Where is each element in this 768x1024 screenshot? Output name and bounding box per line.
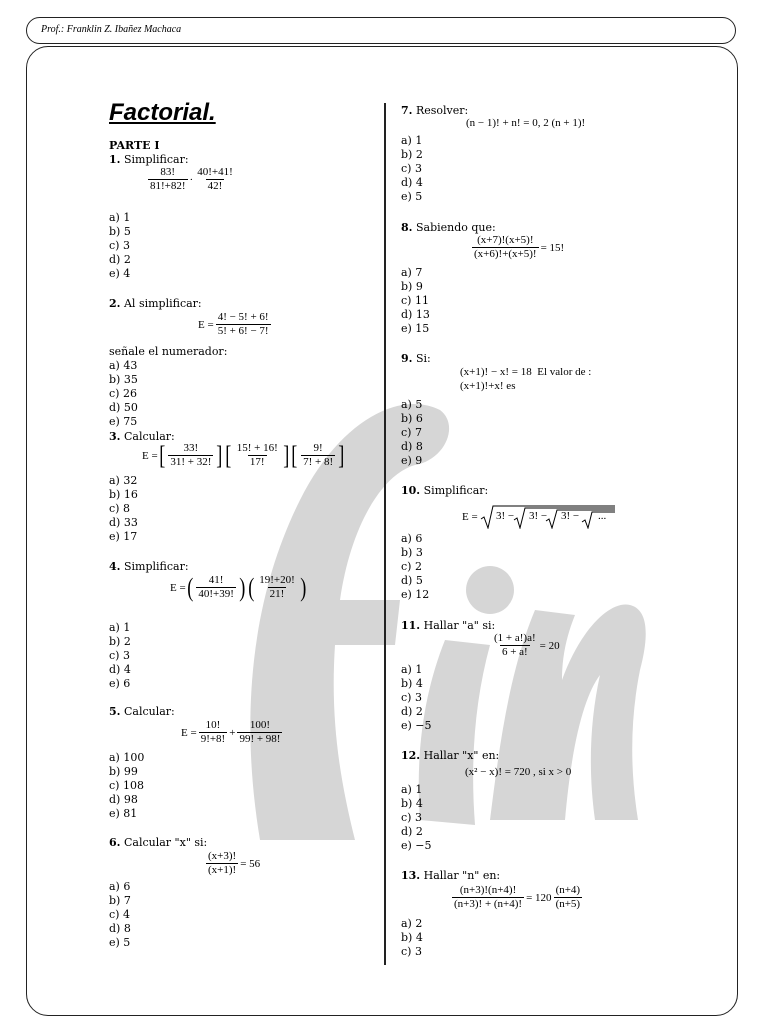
q11-options: a) 1 b) 4 c) 3 d) 2 e) −5 [401, 663, 432, 732]
question-4: 4. Simplificar: [109, 560, 189, 573]
q6-formula: $\frac{(x+3)!}{(x+1)!}$ = 56 [208, 850, 261, 876]
question-12: 12. Hallar "x" en: [401, 749, 500, 762]
question-7: 7. Resolver: [401, 104, 469, 117]
q2-formula: E = $\frac{4! - 5! + 6!}{5! + 6! - 7!}$ [198, 311, 269, 337]
question-8: 8. Sabiendo que: [401, 221, 496, 234]
q9-equation: (x+1)! − x! = 18 El valor de : [460, 366, 592, 378]
header-author: Prof.: Franklin Z. Ibañez Machaca [41, 24, 182, 35]
q2-options: a) 43 b) 35 c) 26 d) 50 e) 75 [109, 359, 138, 428]
q7-formula: (n − 1)! + n! = 0, 2 (n + 1)! [466, 117, 586, 129]
question-10: 10. Simplificar: [401, 484, 489, 497]
q4-formula: E = ( 41! 40!+39! ) ( 19!+20! 21! ) [170, 572, 307, 602]
q2-subtext: señale el numerador: [109, 345, 228, 358]
question-6: 6. Calcular "x" si: [109, 836, 208, 849]
q10-options: a) 6 b) 3 c) 2 d) 5 e) 12 [401, 532, 430, 601]
q3-options: a) 32 b) 16 c) 8 d) 33 e) 17 [109, 474, 138, 543]
q8-formula: $\frac{(x+7)!(x+5)!}{(x+6)!+(x+5)!}$ = 15! [474, 234, 565, 260]
q3-formula: E = [ 33! 31! + 32! ] [ 15! + 16! 17! ] [ 9! 7! + 8! ] [142, 440, 345, 470]
question-5: 5. Calcular: [109, 705, 175, 718]
q9-expression: (x+1)!+x! es [460, 380, 516, 392]
q5-formula: E = $\frac{10!}{9!+8!}$ + $\frac{100!}{99! + 98!}$ [181, 719, 281, 745]
part-heading: PARTE I [109, 139, 160, 152]
q4-options: a) 1 b) 2 c) 3 d) 4 e) 6 [109, 621, 131, 690]
column-divider [384, 103, 386, 965]
q12-options: a) 1 b) 4 c) 3 d) 2 e) −5 [401, 783, 432, 852]
question-9: 9. Si: [401, 352, 431, 365]
question-11: 11. Hallar "a" si: [401, 619, 496, 632]
q8-options: a) 7 b) 9 c) 11 d) 13 e) 15 [401, 266, 430, 335]
q13-options: a) 2 b) 4 c) 3 [401, 917, 423, 958]
question-13: 13. Hallar "n" en: [401, 869, 501, 882]
q13-formula: $\frac{(n+3)!(n+4)!}{(n+3)! + (n+4)!}$ = 120 (n+4) (n+5) [454, 884, 581, 910]
question-3: 3. Calcular: [109, 430, 175, 443]
q5-options: a) 100 b) 99 c) 108 d) 98 e) 81 [109, 751, 145, 820]
question-2: 2. Al simplificar: [109, 297, 202, 310]
q9-options: a) 5 b) 6 c) 7 d) 8 e) 9 [401, 398, 423, 467]
q11-formula: $\frac{(1 + a!)a!}{6 + a!}$ = 20 [494, 632, 560, 658]
page-title: Factorial. [109, 99, 216, 126]
q10-formula: E = 3! − 3! − 3! − ... [462, 505, 615, 529]
q6-options: a) 6 b) 7 c) 4 d) 8 e) 5 [109, 880, 131, 949]
q1-options: a) 1 b) 5 c) 3 d) 2 e) 4 [109, 211, 131, 280]
question-1: 1. Simplificar: [109, 153, 189, 166]
header-bar [26, 17, 736, 44]
q1-formula: 83! 81!+82! · 40!+41! 42! [150, 166, 233, 192]
q7-options: a) 1 b) 2 c) 3 d) 4 e) 5 [401, 134, 423, 203]
q12-formula: (x² − x)! = 720 , si x > 0 [465, 766, 572, 778]
